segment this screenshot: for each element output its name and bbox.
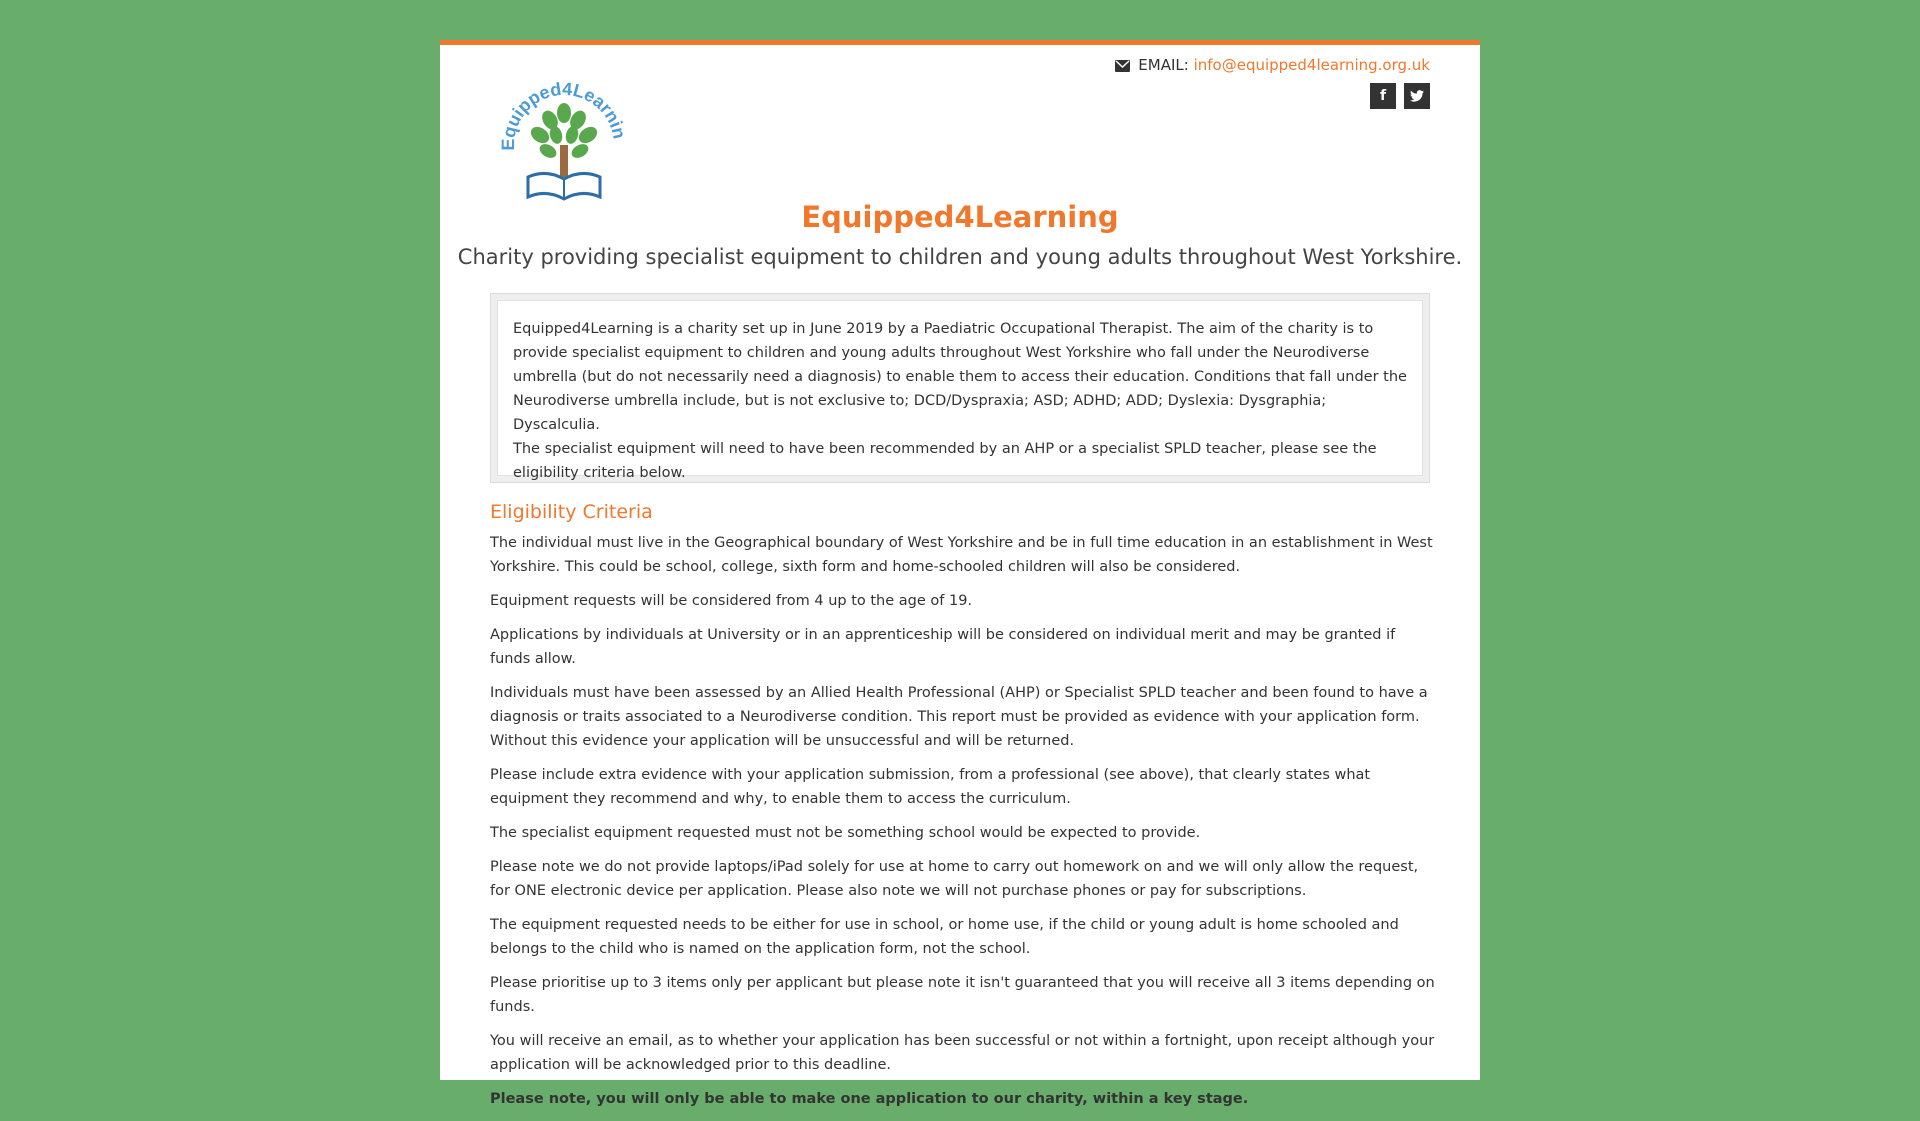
criteria-item: The individual must live in the Geographical boundary of West Yorkshire and be in full time education in an establishment in West Yorkshire. This could be school, college, sixth form and home-schooled children will also be considered. — [490, 535, 1433, 575]
application-note: Please note, you will only be able to make one application to our charity, within a key stage. — [490, 1091, 1249, 1107]
intro-paragraph: The specialist equipment will need to have been recommended by an AHP or a specialist SPLD teacher, please see the eligibility criteria below. — [513, 441, 1377, 481]
eligibility-heading: Eligibility Criteria — [490, 501, 653, 523]
criteria-item: Applications by individuals at University or in an apprenticeship will be considered on individual merit and may be granted if funds allow. — [490, 627, 1396, 667]
criteria-item: The equipment requested needs to be either for use in school, or home use, if the child or young adult is home schooled and belongs to the child who is named on the application form, not the school. — [490, 917, 1399, 957]
site-title: Equipped4Learning — [801, 200, 1119, 234]
page-container — [440, 40, 1480, 1107]
intro-panel — [490, 293, 1430, 483]
twitter-icon[interactable] — [1404, 83, 1430, 109]
criteria-item: Please note we do not provide laptops/iPad solely for use at home to carry out homework on and we will only allow the request, for ONE electronic device per application. Please also note we will not purchase phones or pay for subscriptions. — [490, 859, 1419, 899]
email-label: EMAIL: — [1138, 56, 1189, 74]
social-links — [1370, 83, 1430, 109]
tagline: Charity providing specialist equipment to children and young adults throughout West Yorkshire. — [457, 245, 1463, 269]
criteria-item: Please prioritise up to 3 items only per applicant but please note it isn't guaranteed that you will receive all 3 items depending on funds. — [490, 975, 1435, 1015]
facebook-icon[interactable]: f — [1370, 83, 1396, 109]
contact-bar — [1115, 56, 1431, 76]
intro-box — [497, 300, 1423, 481]
eligibility-section — [490, 501, 1440, 1121]
logo[interactable] — [498, 65, 630, 205]
envelope-icon — [1115, 58, 1130, 76]
criteria-item: Individuals must have been assessed by an Allied Health Professional (AHP) or Specialist SPLD teacher and been found to have a diagnosis or traits associated to a Neurodiverse condition. This report must be provided as evidence with your application form. Without this evidence your application will be unsuccessful and will be returned. — [490, 685, 1428, 749]
criteria-item: Please include extra evidence with your application submission, from a professional (see above), that clearly states what equipment they recommend and why, to enable them to access the curriculum. — [490, 767, 1371, 807]
criteria-item: You will receive an email, as to whether your application has been successful or not within a fortnight, upon receipt although your application will be acknowledged prior to this deadline. — [490, 1033, 1435, 1073]
svg-text:Equipped4Learning: Equipped4Learnin — [498, 78, 630, 151]
criteria-item: The specialist equipment requested must not be something school would be expected to provide. — [490, 825, 1201, 841]
email-link[interactable]: info@equipped4learning.org.uk — [1193, 56, 1430, 74]
intro-paragraph: Equipped4Learning is a charity set up in June 2019 by a Paediatric Occupational Therapist. The aim of the charity is to provide specialist equipment to children and young adults throughout West Yorkshire who fall under the Neurodiverse umbrella (but do not necessarily need a diagnosis) to enable them to access their education. Conditions that fall under the Neurodiverse umbrella include, but is not exclusive to; DCD/Dyspraxia; ASD; ADHD; ADD; Dyslexia: Dysgraphia; Dyscalculia. — [513, 321, 1407, 433]
criteria-item: Equipment requests will be considered from 4 up to the age of 19. — [490, 593, 973, 609]
